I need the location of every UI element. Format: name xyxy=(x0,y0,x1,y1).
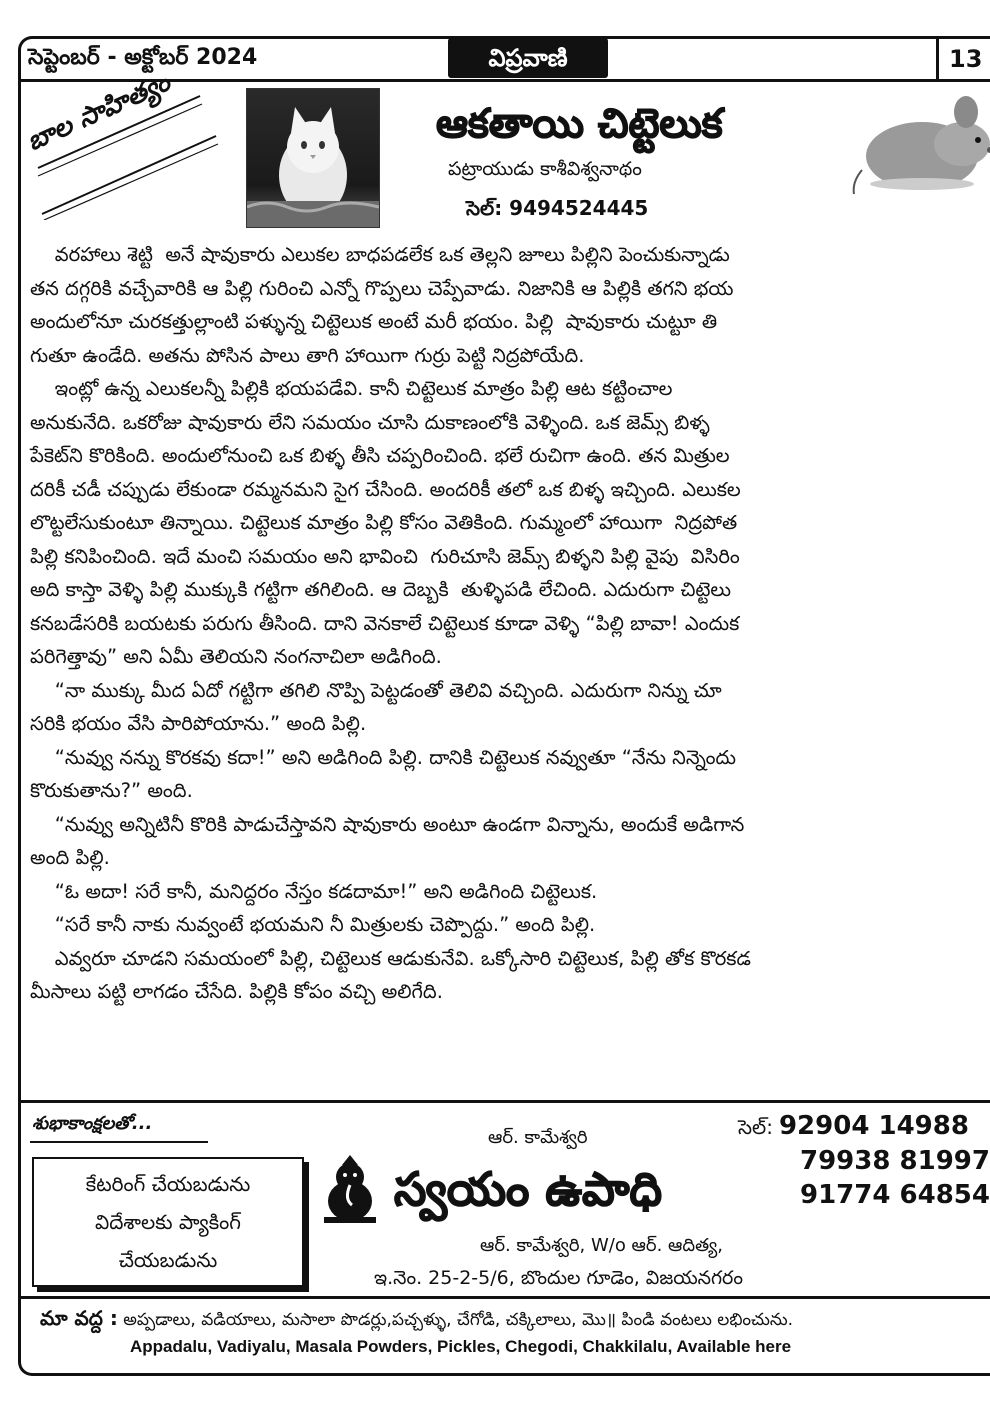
service-line: చేయబడును xyxy=(118,1248,218,1272)
greeting-underline xyxy=(30,1141,208,1143)
story-line: అందులోనూ చురకత్తుల్లాంటి పళ్ళున్న చిట్టెలుక అంటే మరీ భయం. పిల్లి షావుకారు చుట్టూ తి xyxy=(30,310,718,333)
story-line: “నువ్వు నన్ను కొరకవు కదా!” అని అడిగింది పిల్లి. దానికి చిట్టెలుక నవ్వుతూ “నేను నిన్నెందు xyxy=(30,745,737,769)
service-line: కేటరింగ్ చేయబడును xyxy=(85,1172,251,1196)
story-line: అది కాస్తా వెళ్ళి పిల్లి ముక్కుకి గట్టిగా తగిలింది. ఆ దెబ్బకి తుళ్ళిపడి లేచింది. ఎదురుగా చిట్టెలు xyxy=(30,578,732,601)
story-line: దరికీ చడీ చప్పుడు లేకుండా రమ్మనమని సైగ చేసింది. అందరికీ తలో ఒక బిళ్ళ ఇచ్చింది. ఎలుకల xyxy=(30,477,741,501)
story-line: అనుకునేది. ఒకరోజు షావుకారు లేని సమయం చూసి దుకాణంలోకి వెళ్ళింది. ఒక జెమ్స్ బిళ్ళ xyxy=(30,410,710,434)
ganesha-icon xyxy=(314,1155,386,1225)
story-line: ఎవ్వరూ చూడని సమయంలో పిల్లి, చిట్టెలుక ఆడుకునేవి. ఒక్కోసారి చిట్టెలుక, పిల్లి తోక కొరకడ xyxy=(30,946,751,970)
mouse-icon xyxy=(852,90,990,200)
story-line: లొట్టలేసుకుంటూ తిన్నాయి. చిట్టెలుక మాత్రం పిల్లి కోసం వెతికింది. గుమ్మంలో హాయిగా నిద్రపోత xyxy=(30,511,738,534)
phone-number: 92904 14988 xyxy=(778,1111,969,1141)
story-line: మీసాలు పట్టి లాగడం చేసేది. పిల్లికి కోపం వచ్చి అలిగేది. xyxy=(30,980,443,1003)
story-line: పిల్లి కనిపించింది. ఇదే మంచి సమయం అని భావించి గురిచూసి జెమ్స్ బిళ్ళని పిల్లి వైపు విసిరిం xyxy=(30,544,740,568)
ad-owner: ఆర్. కామేశ్వరి xyxy=(488,1127,588,1148)
advertisement xyxy=(18,1100,990,1296)
story-body xyxy=(30,238,990,1009)
story-line: తన దగ్గరికి వచ్చేవారికి ఆ పిల్లి గురించి ఎన్నో గొప్పలు చెప్పేవాడు. నిజానికి ఆ పిల్లికి తగని భయ xyxy=(30,276,734,300)
story-line: అంది పిల్లి. xyxy=(30,846,110,869)
issue-date: సెప్టెంబర్ - అక్టోబర్ 2024 xyxy=(28,45,258,70)
service-line: విదేశాలకు ప్యాకింగ్ xyxy=(95,1210,241,1234)
story-line: సరికి భయం వేసి పారిపోయాను.” అంది పిల్లి. xyxy=(30,712,367,735)
story-line: కనబడేసరికి బయటకు పరుగు తీసింది. దాని వెనకాలే చిట్టెలుక కూడా వెళ్ళి “పిల్లి బావా! ఎందుక xyxy=(30,611,740,635)
page-number: 13 xyxy=(936,36,982,82)
story-line: “ఓ అదా! సరే కానీ, మనిద్దరం నేస్తం కడదామా!” అని అడిగింది చిట్టెలుక. xyxy=(30,879,598,903)
cat-icon xyxy=(247,89,379,227)
story-line: పరిగెత్తావు” అని ఏమీ తెలియని నంగనాచిలా అడిగింది. xyxy=(30,645,442,668)
story-line: వరహాలు శెట్టి అనే షావుకారు ఎలుకల బాధపడలేక ఒక తెల్లని జూలు పిల్లిని పెంచుకున్నాడు xyxy=(30,243,730,266)
ad-address-line2: ఇ.నెం. 25-2-5/6, బొందుల గూడెం, విజయనగరం xyxy=(374,1267,743,1289)
story-line: ఇంట్లో ఉన్న ఎలుకలన్నీ పిల్లికి భయపడేవి. కానీ చిట్టెలుక మాత్రం పిల్లి ఆట కట్టించాల xyxy=(30,377,673,400)
author-phone: సెల్: 9494524445 xyxy=(466,196,649,220)
story-line: “నువ్వు అన్నిటినీ కొరికి పాడుచేస్తావని షావుకారు అంటూ ఉండగా విన్నాను, అందుకే అడిగాన xyxy=(30,812,745,836)
story-line: పేకెట్‌ని కొరికింది. అందులోనుంచి ఒక బిళ్ళ తీసి చప్పరించింది. భలే రుచిగా ఉంది. తన మిత్రుల xyxy=(30,444,730,467)
phone-label: సెల్: xyxy=(738,1115,773,1139)
story-line: “సరే కానీ నాకు నువ్వంటే భయమని నీ మిత్రులకు చెప్పొద్దు.” అంది పిల్లి. xyxy=(30,913,596,936)
cat-image xyxy=(246,88,380,228)
footer-telugu-text: అప్పడాలు, వడియాలు, మసాలా పొడర్లు,పచ్చళ్ళు, చేగోడి, చక్కిలాలు, మొ॥ పిండి వంటలు లభించును. xyxy=(123,1310,794,1330)
ad-brand-name: స్వయం ఉపాధి xyxy=(394,1162,662,1216)
phone-number: 91774 64854 xyxy=(800,1180,990,1210)
ad-greeting: శుభాకాంక్షలతో... xyxy=(32,1113,153,1134)
ad-services-box xyxy=(32,1157,304,1287)
magazine-title: విప్రవాణి xyxy=(448,38,608,78)
footer xyxy=(18,1296,990,1366)
footer-label: మా వద్ద : xyxy=(40,1306,118,1330)
story-line: కొరుకుతాను?” అంది. xyxy=(30,779,193,802)
article-title: ఆకతాయి చిట్టెలుక xyxy=(436,101,723,147)
ad-address-line1: ఆర్. కామేశ్వరి, W/o ఆర్. ఆదిత్య, xyxy=(480,1235,723,1256)
phone-number: 79938 81997 xyxy=(800,1146,990,1176)
story-line: గుతూ ఉండేది. అతను పోసిన పాలు తాగి హాయిగా గుర్రు పెట్టి నిద్రపోయేది. xyxy=(30,343,585,367)
footer-english: Appadalu, Vadiyalu, Masala Powders, Pickles, Chegodi, Chakkilalu, Available here xyxy=(130,1337,792,1356)
footer-telugu xyxy=(40,1305,793,1333)
article-author: పట్రాయుడు కాశీవిశ్వనాథం xyxy=(448,158,642,180)
ad-phone-list xyxy=(738,1109,990,1212)
section-label: బాల సాహిత్యం xyxy=(22,67,175,157)
story-line: “నా ముక్కు మీద ఏదో గట్టిగా తగిలి నొప్పి పెట్టడంతో తెలివి వచ్చింది. ఎదురుగా నిన్ను చూ xyxy=(30,678,722,702)
